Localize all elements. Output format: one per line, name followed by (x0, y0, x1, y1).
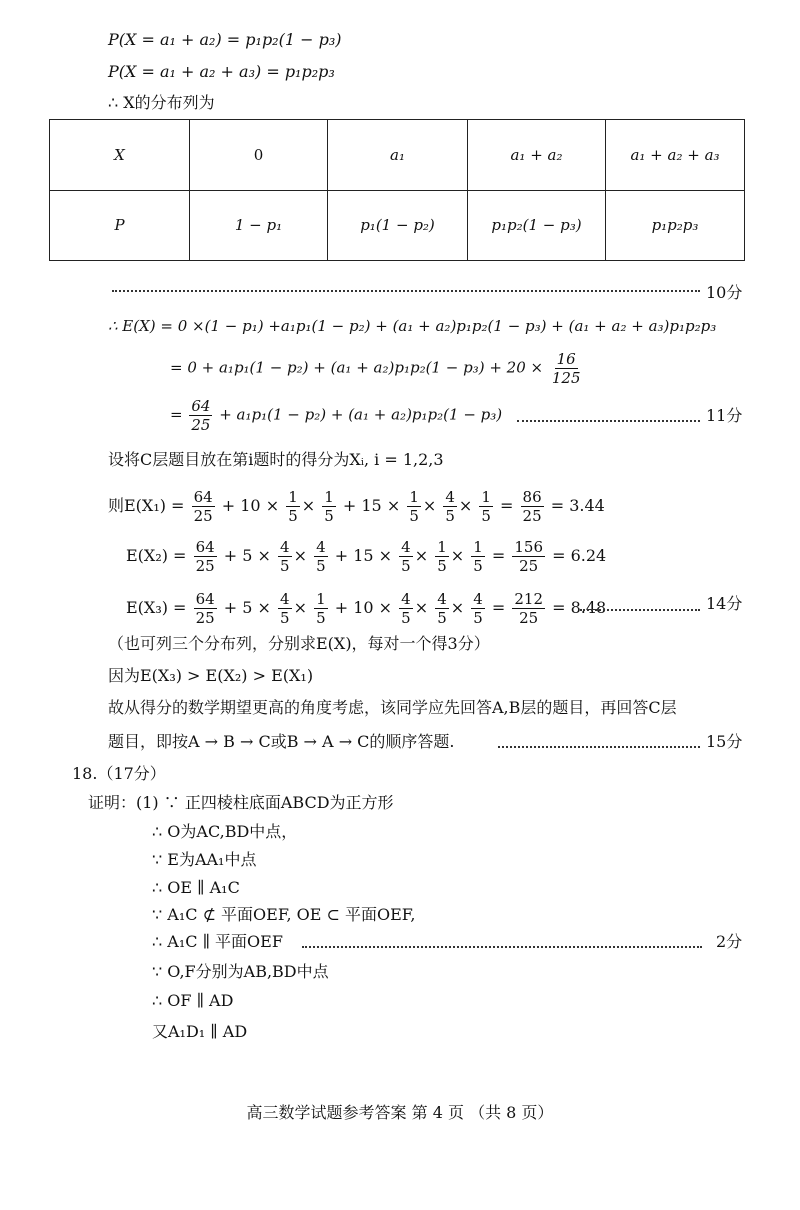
fraction-denominator: 5 (280, 557, 290, 575)
eq-term: + 10 × (221, 496, 280, 515)
fraction-numerator: 16 (556, 350, 576, 368)
table-cell: a₁ + a₂ + a₃ (606, 120, 745, 191)
fraction (278, 538, 292, 575)
fraction-denominator: 5 (437, 557, 447, 575)
fraction-denominator: 5 (437, 609, 447, 627)
fraction-denominator: 5 (280, 609, 290, 627)
fraction-numerator: 64 (195, 538, 215, 556)
distribution-intro: ∴ X的分布列为 (108, 93, 215, 112)
fraction (194, 590, 217, 627)
fraction (314, 538, 328, 575)
fraction-denominator: 5 (288, 507, 298, 525)
conclusion-line-2: 题目，即按A → B → C或B → A → C的顺序答题. (108, 732, 455, 751)
table-cell: a₁ + a₂ (468, 120, 606, 191)
eq-term: + 5 × (223, 546, 271, 565)
fraction-denominator: 25 (519, 609, 539, 627)
expectation-x2: E(X₂) = $\frac{64}{25}$ + 5 × $\frac{4}{5}$ × $\frac{4}{5}$ + 15 × $\frac{4}{5}$ × $\frac{1}{5}$ × $\frac{1}{5}$ = $\frac{156}{25}$ = 6.24 (126, 538, 607, 575)
question-18-heading: 18.（17分） (72, 764, 166, 783)
table-cell: X (50, 120, 190, 191)
fraction-numerator: 4 (280, 590, 290, 608)
fraction (471, 590, 485, 627)
fraction (314, 590, 328, 627)
fraction (550, 350, 583, 387)
fraction-denominator: 5 (401, 609, 411, 627)
fraction (286, 488, 300, 525)
score-leader-dots (580, 609, 700, 611)
fraction-numerator: 4 (316, 538, 326, 556)
eq-value: = 3.44 (550, 496, 605, 515)
fraction-numerator: 1 (437, 538, 447, 556)
expectation-x1: 则E(X₁) = $\frac{64}{25}$ + 10 × $\frac{1}{5}$ × $\frac{1}{5}$ + 15 × $\frac{1}{5}$ × $\frac{4}{5}$ × $\frac{1}{5}$ = $\frac{86}{25}$ = 3.44 (108, 488, 605, 525)
proof-line-9: 又A₁D₁ ∥ AD (152, 1022, 248, 1041)
table-cell: P (50, 190, 190, 261)
expectation-line-3-text: + a₁p₁(1 − p₂) + (a₁ + a₂)p₁p₂(1 − p₃) (219, 405, 503, 424)
score-11: 11分 (706, 406, 743, 425)
eq-term: + 15 × (334, 546, 393, 565)
proof-line-1: 证明：(1) ∵ 正四棱柱底面ABCD为正方形 (88, 793, 394, 812)
fraction (435, 538, 449, 575)
proof-line-2: ∴ O为AC,BD中点， (152, 822, 298, 841)
fraction-numerator: 4 (401, 590, 411, 608)
proof-line-6: ∴ A₁C ∥ 平面OEF (152, 932, 283, 951)
eq-term: + 10 × (334, 598, 393, 617)
score-15: 15分 (706, 732, 743, 751)
fraction-denominator: 5 (473, 609, 483, 627)
fraction-numerator: 4 (437, 590, 447, 608)
score-leader-dots (517, 420, 700, 422)
fraction (189, 397, 212, 434)
table-row-p (50, 190, 745, 261)
fraction-numerator: 4 (473, 590, 483, 608)
fraction-numerator: 64 (191, 397, 211, 415)
fraction-denominator: 5 (401, 557, 411, 575)
page-footer: 高三数学试题参考答案 第 4 页 （共 8 页） (246, 1103, 554, 1122)
proof-line-8: ∴ OF ∥ AD (152, 991, 234, 1010)
proof-line-5: ∵ A₁C ⊄ 平面OEF, OE ⊂ 平面OEF, (152, 905, 416, 924)
expectation-line-1: ∴ E(X) = 0 ×(1 − p₁) +a₁p₁(1 − p₂) + (a₁ + a₂)p₁p₂(1 − p₃) + (a₁ + a₂ + a₃)p₁p₂p₃ (108, 317, 717, 335)
fraction-numerator: 1 (481, 488, 491, 506)
fraction-denominator: 25 (193, 507, 213, 525)
fraction-denominator: 5 (316, 609, 326, 627)
table-cell: p₁p₂p₃ (606, 190, 745, 261)
table-cell: p₁p₂(1 − p₃) (468, 190, 606, 261)
fraction (278, 590, 292, 627)
eq-lhs: 则E(X₁) = (108, 496, 185, 515)
fraction-numerator: 1 (473, 538, 483, 556)
score-10: 10分 (706, 283, 743, 302)
fraction-denominator: 25 (195, 609, 215, 627)
expectation-line-2-text: = 0 + a₁p₁(1 − p₂) + (a₁ + a₂)p₁p₂(1 − p₃) + 20 × (170, 358, 544, 377)
fraction-denominator: 5 (481, 507, 491, 525)
fraction-denominator: 5 (324, 507, 334, 525)
fraction (194, 538, 217, 575)
fraction-denominator: 25 (522, 507, 542, 525)
fraction-numerator: 156 (514, 538, 543, 556)
fraction-denominator: 25 (191, 416, 211, 434)
table-cell: 1 − p₁ (190, 190, 328, 261)
fraction (512, 538, 545, 575)
fraction-numerator: 64 (195, 590, 215, 608)
fraction (407, 488, 421, 525)
setup-line: 设将C层题目放在第i题时的得分为Xᵢ, i = 1,2,3 (108, 450, 444, 469)
fraction-numerator: 4 (280, 538, 290, 556)
fraction (471, 538, 485, 575)
prob-line-sum3: P(X = a₁ + a₂ + a₃) = p₁p₂p₃ (108, 62, 335, 81)
fraction-numerator: 64 (193, 488, 213, 506)
fraction-numerator: 4 (445, 488, 455, 506)
fraction-numerator: 1 (316, 590, 326, 608)
fraction (512, 590, 545, 627)
proof-line-3: ∵ E为AA₁中点 (152, 850, 257, 869)
fraction (443, 488, 457, 525)
fraction-denominator: 5 (473, 557, 483, 575)
prob-line-sum2: P(X = a₁ + a₂) = p₁p₂(1 − p₃) (108, 30, 342, 49)
fraction-numerator: 1 (288, 488, 298, 506)
table-row-x (50, 120, 745, 191)
expectation-line-3: = $\frac{64}{25}$ + a₁p₁(1 − p₂) + (a₁ + a₂)p₁p₂(1 − p₃) (170, 397, 503, 434)
fraction (322, 488, 336, 525)
fraction-denominator: 25 (519, 557, 539, 575)
fraction-numerator: 1 (409, 488, 419, 506)
fraction-denominator: 5 (409, 507, 419, 525)
fraction-numerator: 1 (324, 488, 334, 506)
fraction-denominator: 5 (316, 557, 326, 575)
fraction (479, 488, 493, 525)
eq-lhs: E(X₂) = (126, 546, 187, 565)
fraction-denominator: 125 (551, 369, 581, 387)
score-leader-dots (302, 946, 702, 948)
fraction-numerator: 4 (401, 538, 411, 556)
table-cell: 0 (190, 120, 328, 191)
eq-value: = 8.48 (552, 598, 607, 617)
fraction (192, 488, 215, 525)
fraction (521, 488, 544, 525)
note-line: （也可列三个分布列，分别求E(X)，每对一个得3分） (108, 634, 490, 653)
eq-value: = 6.24 (552, 546, 607, 565)
fraction-denominator: 5 (445, 507, 455, 525)
score-leader-dots (112, 290, 700, 292)
fraction-numerator: 212 (514, 590, 543, 608)
eq-term: + 5 × (223, 598, 271, 617)
fraction-numerator: 86 (522, 488, 542, 506)
fraction (399, 590, 413, 627)
proof-line-7: ∵ O,F分别为AB,BD中点 (152, 962, 329, 981)
expectation-x3: E(X₃) = $\frac{64}{25}$ + 5 × $\frac{4}{5}$ × $\frac{1}{5}$ + 10 × $\frac{4}{5}$ × $\frac{4}{5}$ × $\frac{4}{5}$ = $\frac{212}{25}$ = 8.48 (126, 590, 607, 627)
score-leader-dots (498, 746, 700, 748)
fraction (435, 590, 449, 627)
conclusion-line-1: 故从得分的数学期望更高的角度考虑，该同学应先回答A,B层的题目，再回答C层 (108, 698, 677, 717)
table-cell: p₁(1 − p₂) (328, 190, 468, 261)
eq-term: + 15 × (342, 496, 401, 515)
eq-lhs: E(X₃) = (126, 598, 187, 617)
expectation-line-2 (170, 350, 585, 387)
score-14: 14分 (706, 594, 743, 613)
distribution-table (49, 119, 745, 261)
proof-line-4: ∴ OE ∥ A₁C (152, 878, 240, 897)
fraction-denominator: 25 (195, 557, 215, 575)
fraction (399, 538, 413, 575)
table-cell: a₁ (328, 120, 468, 191)
score-2: 2分 (716, 932, 743, 951)
because-line: 因为E(X₃) > E(X₂) > E(X₁) (108, 666, 314, 685)
